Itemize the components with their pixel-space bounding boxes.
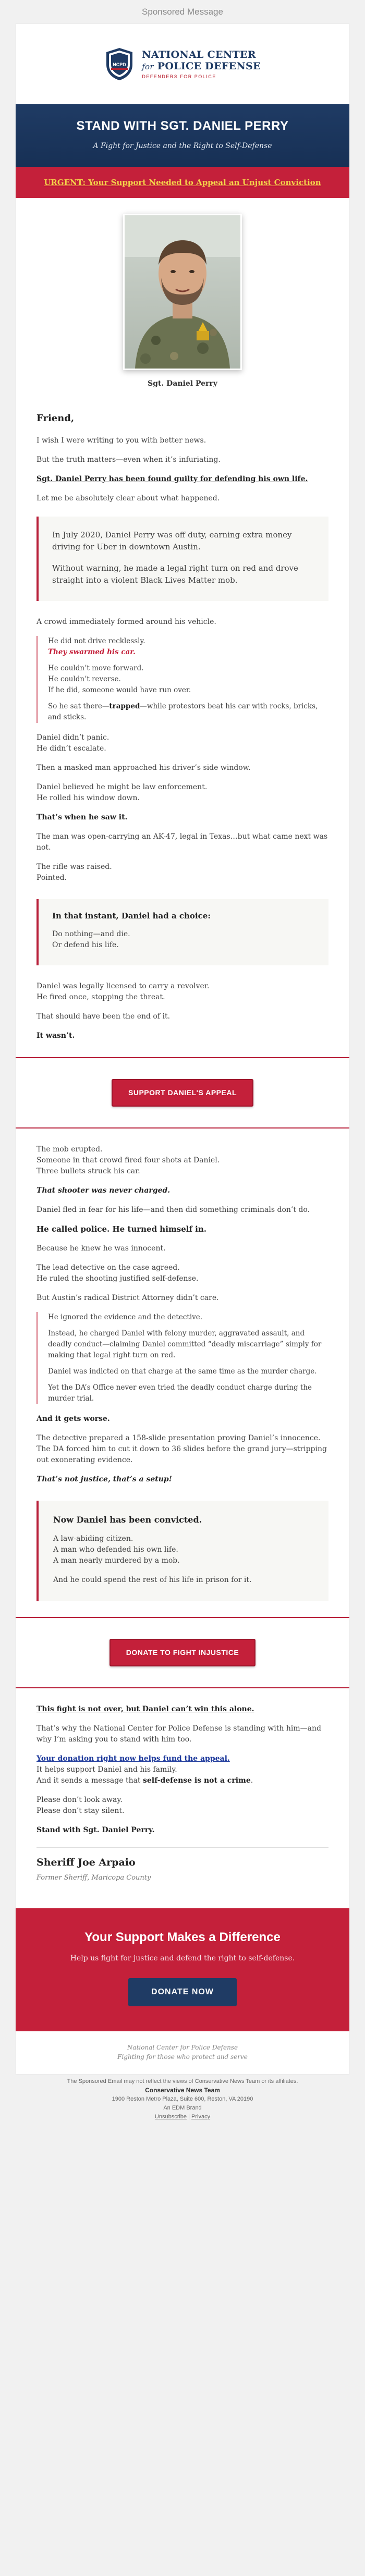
line: He couldn’t move forward. bbox=[48, 664, 144, 672]
line-emphasis: self-defense is not a crime bbox=[143, 1776, 251, 1785]
line: Daniel was legally licensed to carry a revolver. bbox=[36, 982, 210, 990]
paragraph-bold: And it gets worse. bbox=[36, 1415, 110, 1423]
photo-caption: Sgt. Daniel Perry bbox=[148, 379, 217, 388]
letter-content bbox=[16, 413, 349, 1883]
indented-block bbox=[36, 636, 328, 723]
signature-name: Sheriff Joe Arpaio bbox=[36, 1857, 136, 1868]
conviction-box bbox=[36, 1501, 328, 1601]
brand-header bbox=[16, 24, 349, 104]
line: Daniel believed he might be law enforcement. bbox=[36, 783, 208, 791]
brand-tagline: DEFENDERS FOR POLICE bbox=[142, 74, 216, 79]
paragraph: I wish I were writing to you with better news. bbox=[36, 436, 206, 445]
hero-banner bbox=[16, 104, 349, 167]
donate-fight-injustice-button[interactable]: DONATE TO FIGHT INJUSTICE bbox=[110, 1639, 256, 1666]
photo-section bbox=[16, 198, 349, 413]
legal-brand: An EDM Brand bbox=[163, 2105, 202, 2111]
paragraph-bold: This fight is not over, but Daniel can’t win this alone. bbox=[36, 1705, 254, 1713]
hero-title: STAND WITH SGT. DANIEL PERRY bbox=[76, 119, 289, 133]
line: And he could spend the rest of his life in prison for it. bbox=[53, 1576, 252, 1584]
footer-org-tagline: Fighting for those who protect and serve bbox=[117, 2053, 248, 2060]
support-appeal-button[interactable]: SUPPORT DANIEL'S APPEAL bbox=[112, 1079, 253, 1107]
choice-heading: In that instant, Daniel had a choice: bbox=[52, 911, 211, 921]
line: —while protestors beat his car with rocks, bricks, and sticks. bbox=[48, 702, 318, 721]
paragraph-bold: That shooter was never charged. bbox=[36, 1186, 171, 1195]
portrait-photo bbox=[123, 214, 242, 370]
line: Please don’t look away. bbox=[36, 1796, 123, 1804]
paragraph: Then a masked man approached his driver’s side window. bbox=[36, 764, 251, 772]
line: He couldn’t reverse. bbox=[48, 675, 121, 683]
line: Three bullets struck his car. bbox=[36, 1167, 140, 1175]
greeting: Friend, bbox=[36, 413, 75, 424]
paragraph: Because he knew he was innocent. bbox=[36, 1244, 166, 1253]
brand-name-for: for bbox=[142, 62, 154, 71]
paragraph: Daniel fled in fear for his life—and then did something criminals don’t do. bbox=[36, 1206, 310, 1214]
line: Daniel didn’t panic. bbox=[36, 733, 110, 742]
paragraph: The man was open-carrying an AK-47, legal in Texas…but what came next was not. bbox=[36, 832, 328, 852]
footer-org bbox=[16, 2031, 349, 2074]
unsubscribe-link[interactable]: Unsubscribe bbox=[154, 2114, 187, 2120]
line: Yet the DA’s Office never even tried the deadly conduct charge during the murder trial. bbox=[48, 1383, 312, 1403]
quote-text: In July 2020, Daniel Perry was off duty, earning extra money driving for Uber in downtown Austin. bbox=[52, 530, 292, 551]
paragraph-bold: That’s not justice, that’s a setup! bbox=[36, 1475, 172, 1483]
cta-section bbox=[16, 1057, 349, 1128]
paragraph-bold: That’s when he saw it. bbox=[36, 813, 128, 821]
legal-disclaimer: The Sponsored Email may not reflect the views of Conservative News Team or its affiliates. bbox=[67, 2078, 298, 2084]
signature-title: Former Sheriff, Maricopa County bbox=[36, 1874, 151, 1882]
line: He didn’t escalate. bbox=[36, 744, 106, 753]
line: He ruled the shooting justified self-defense. bbox=[36, 1274, 199, 1283]
line: Do nothing—and die. bbox=[52, 930, 130, 938]
choice-box bbox=[36, 899, 328, 965]
paragraph: That should have been the end of it. bbox=[36, 1012, 171, 1021]
footer-cta-subtitle: Help us fight for justice and defend the right to self-defense. bbox=[70, 1954, 295, 1962]
line: Someone in that crowd fired four shots at Daniel. bbox=[36, 1156, 220, 1164]
line: The detective prepared a 158-slide presentation proving Daniel’s innocence. bbox=[36, 1434, 321, 1442]
legal-footer bbox=[0, 2074, 365, 2142]
link-separator: | bbox=[188, 2114, 190, 2120]
urgent-banner bbox=[16, 167, 349, 198]
line: Instead, he charged Daniel with felony murder, aggravated assault, and deadly conduct—claiming Daniel committed “deadly miscarriage” simply for making that legal right turn on red. bbox=[48, 1329, 322, 1359]
paragraph: A crowd immediately formed around his vehicle. bbox=[36, 618, 216, 626]
line-emphasis: They swarmed his car. bbox=[48, 648, 136, 656]
line: The DA forced him to cut it down to 36 slides before the grand jury—stripping out exonerating evidence. bbox=[36, 1445, 327, 1464]
line: The lead detective on the case agreed. bbox=[36, 1264, 180, 1272]
paragraph-bold: It wasn’t. bbox=[36, 1032, 75, 1040]
line: The mob erupted. bbox=[36, 1145, 103, 1154]
badge-text: NCPD bbox=[113, 62, 126, 67]
indented-block bbox=[36, 1312, 328, 1404]
portrait-image bbox=[125, 215, 240, 369]
footer-cta-title: Your Support Makes a Difference bbox=[84, 1930, 281, 1944]
email-body bbox=[16, 24, 349, 2074]
paragraph: But the truth matters—even when it’s infuriating. bbox=[36, 456, 221, 464]
line: The rifle was raised. bbox=[36, 863, 112, 871]
quote-text: Without warning, he made a legal right turn on red and drove straight into a violent Black Lives Matter mob. bbox=[52, 563, 298, 585]
line: He ignored the evidence and the detective. bbox=[48, 1313, 203, 1321]
paragraph: But Austin’s radical District Attorney didn’t care. bbox=[36, 1294, 219, 1302]
brand-name-line1: NATIONAL CENTER bbox=[142, 49, 256, 60]
line: It helps support Daniel and his family. bbox=[36, 1765, 177, 1774]
donation-link[interactable]: Your donation right now helps fund the appeal. bbox=[36, 1755, 230, 1763]
paragraph: That’s why the National Center for Police Defense is standing with him—and why I’m asking you to stand with him too. bbox=[36, 1724, 321, 1744]
line-emphasis: trapped bbox=[109, 702, 140, 710]
urgent-link[interactable]: URGENT: Your Support Needed to Appeal an Unjust Conviction bbox=[44, 178, 321, 187]
sponsored-label: Sponsored Message bbox=[142, 7, 223, 17]
guilty-headline: Sgt. Daniel Perry has been found guilty for defending his own life. bbox=[36, 475, 308, 483]
line: He rolled his window down. bbox=[36, 794, 140, 802]
donate-now-button[interactable]: DONATE NOW bbox=[128, 1978, 237, 2006]
hero-subtitle: A Fight for Justice and the Right to Self-Defense bbox=[93, 142, 272, 150]
line: Pointed. bbox=[36, 874, 67, 882]
line: He did not drive recklessly. bbox=[48, 637, 145, 645]
line: He fired once, stopping the threat. bbox=[36, 993, 165, 1001]
legal-company: Conservative News Team bbox=[145, 2087, 220, 2094]
brand-name-line2: POLICE DEFENSE bbox=[157, 60, 261, 72]
legal-address: 1900 Reston Metro Plaza, Suite 600, Reston, VA 20190 bbox=[112, 2096, 253, 2102]
paragraph: Let me be absolutely clear about what happened. bbox=[36, 494, 220, 502]
line: A man who defended his own life. bbox=[53, 1545, 178, 1554]
line: Please don’t stay silent. bbox=[36, 1807, 125, 1815]
paragraph-bold: Stand with Sgt. Daniel Perry. bbox=[36, 1826, 155, 1834]
line: If he did, someone would have run over. bbox=[48, 686, 191, 694]
shield-badge-icon bbox=[104, 47, 135, 81]
line: So he sat there— bbox=[48, 702, 110, 710]
privacy-link[interactable]: Privacy bbox=[191, 2114, 211, 2120]
line: . bbox=[250, 1776, 253, 1785]
divider bbox=[36, 1847, 328, 1848]
line: And it sends a message that bbox=[36, 1776, 141, 1785]
line: A law-abiding citizen. bbox=[53, 1535, 133, 1543]
footer-cta bbox=[16, 1908, 349, 2031]
line: Daniel was indicted on that charge at the same time as the murder charge. bbox=[48, 1367, 317, 1376]
conviction-heading: Now Daniel has been convicted. bbox=[53, 1515, 202, 1525]
footer-org-name: National Center for Police Defense bbox=[127, 2044, 238, 2051]
story-quote-box bbox=[36, 517, 328, 601]
cta-section bbox=[16, 1617, 349, 1688]
line: Or defend his life. bbox=[52, 941, 119, 949]
paragraph-bold: He called police. He turned himself in. bbox=[36, 1224, 206, 1234]
line: A man nearly murdered by a mob. bbox=[53, 1556, 180, 1565]
